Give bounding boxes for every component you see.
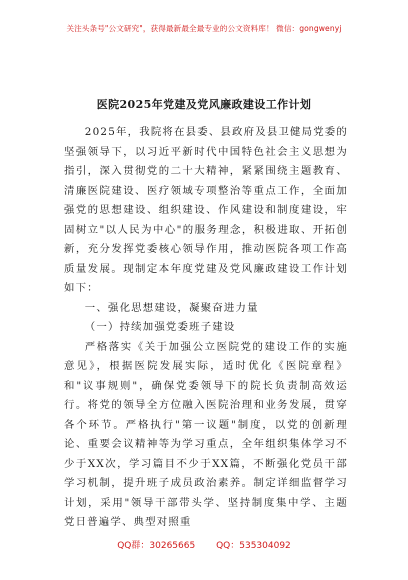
footer-qq: QQ：535304092 [216,541,291,551]
section-heading: 一、强化思想建设，凝聚奋进力量 [84,301,259,314]
intro-paragraph: 2025年，我院将在县委、县政府及县卫健局党委的坚强领导下，以习近平新时代中国特色社会主义思想为指引，深入贯彻党的二十大精神，紧紧围绕主题教育、清廉医院建设、医疗领域专项整治等重点工作，全面加强党的思想建设、组织建设、作风建设和制度建设，牢固树立"以人民为中心"的服务理念，积极进取、开拓创新，充分发挥党委核心领导作用，推动医院各项工作高质量发展。现制定本年度党建及党风廉政建设工作计划如下： [64,126,348,294]
footer-qq-group: QQ群：30265665 [117,541,196,551]
header-banner: 关注头条号"公文研究"，获得最新最全最专业的公文资料库！ 微信：gongwenyj [66,24,342,33]
document-body [64,123,348,533]
document-title: 医院2025年党建及党风廉政建设工作计划 [96,98,312,111]
footer-contact [0,538,408,551]
body-paragraph: 严格落实《关于加强公立医院党的建设工作的实施意见》，根据医院发展实际，适时优化《医院章程》和"议事规则"，确保党委领导下的院长负责制高效运行。将党的领导全方位融入医院治理和业务发展，贯穿各个环节。严格执行"第一议题"制度，以党的创新理论、重要会议精神等为学习重点，全年组织集体学习不少于XX次，学习篇目不少于XX篇，不断强化党员干部学习机制，提升班子成员政治素养。制定详细监督学习计划，采用"领导干部带头学、坚持制度集中学、主题党日普遍学、典型对照重 [64,340,348,528]
subsection-heading: （一）持续加强党委班子建设 [84,321,236,333]
